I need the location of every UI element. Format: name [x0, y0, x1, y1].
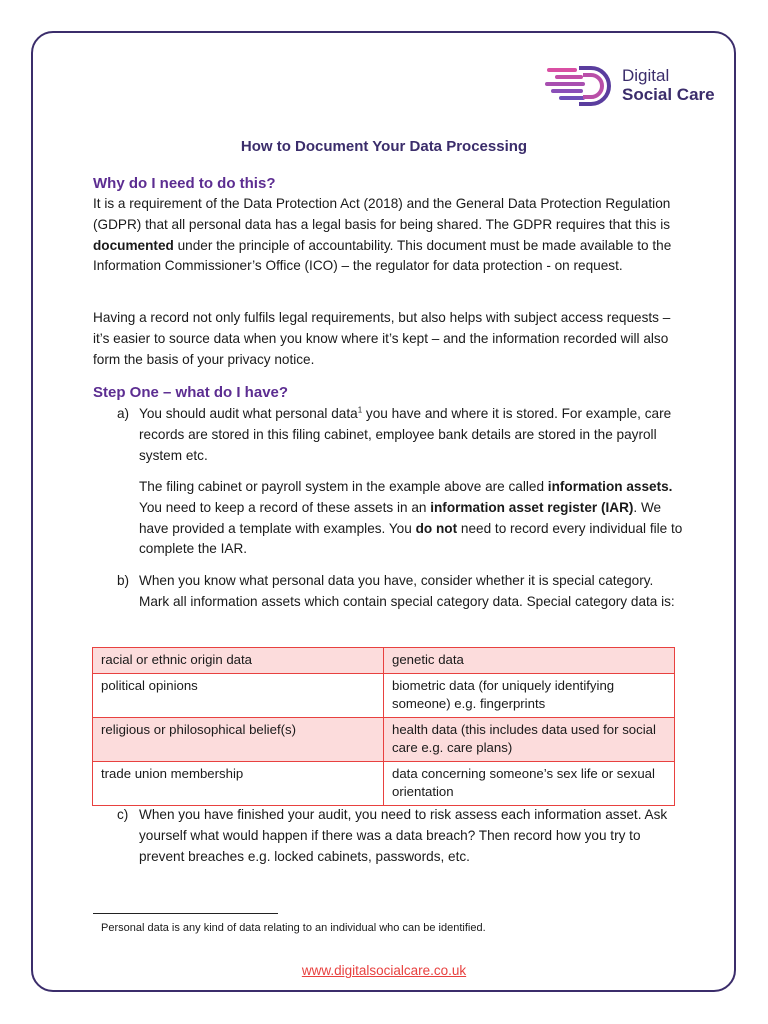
section-heading-why: Why do I need to do this?	[93, 175, 276, 192]
digital-social-care-logo	[545, 62, 725, 110]
table-row	[93, 674, 675, 718]
paragraph-information-assets: The filing cabinet or payroll system in the example above are called information assets. You need to keep a record of these assets in an information asset register (IAR). We have provided a template with examples. You do not need to record every individual file to complete the IAR.	[139, 479, 683, 557]
list-marker-a: a)	[117, 406, 130, 421]
logo-text-line2: Social Care	[622, 85, 715, 104]
table-cell: biometric data (for uniquely identifying someone) e.g. fingerprints	[384, 674, 675, 718]
section-heading-step-one: Step One – what do I have?	[93, 384, 289, 401]
table-cell: data concerning someone’s sex life or sexual orientation	[384, 762, 675, 806]
logo-text-line1: Digital	[622, 66, 670, 85]
paragraph-benefits: Having a record not only fulfils legal requirements, but also helps with subject access requests – it’s easier to source data when you know where it’s kept – and the information recorded will also form the basis of your privacy notice.	[93, 310, 671, 367]
logo-mark-icon	[545, 62, 617, 110]
table-row	[93, 762, 675, 806]
table-cell: racial or ethnic origin data	[93, 648, 384, 674]
table-cell: religious or philosophical belief(s)	[93, 718, 384, 762]
website-link[interactable]: www.digitalsocialcare.co.uk	[301, 963, 467, 978]
footnote-ref: 1	[357, 405, 363, 415]
table-cell: genetic data	[384, 648, 675, 674]
table-row	[93, 718, 675, 762]
list-marker-c: c)	[117, 807, 129, 822]
list-marker-b: b)	[117, 573, 130, 588]
table-row	[93, 648, 675, 674]
footnote-text: Personal data is any kind of data relating to an individual who can be identified.	[101, 922, 486, 934]
table-cell: health data (this includes data used for social care e.g. care plans)	[384, 718, 675, 762]
special-category-table	[92, 647, 675, 806]
table-cell: trade union membership	[93, 762, 384, 806]
bold-documented: documented	[93, 237, 174, 253]
table-cell: political opinions	[93, 674, 384, 718]
page-title: How to Document Your Data Processing	[240, 138, 528, 155]
paragraph-requirement: It is a requirement of the Data Protection Act (2018) and the General Data Protection Regulation (GDPR) that all personal data has a legal basis for being shared. The GDPR requires that this is documented under the principle of accountability. This document must be made available to the Information Commissioner’s Office (ICO) – the regulator for data protection - on request.	[93, 196, 672, 274]
footnote-divider	[93, 913, 278, 914]
